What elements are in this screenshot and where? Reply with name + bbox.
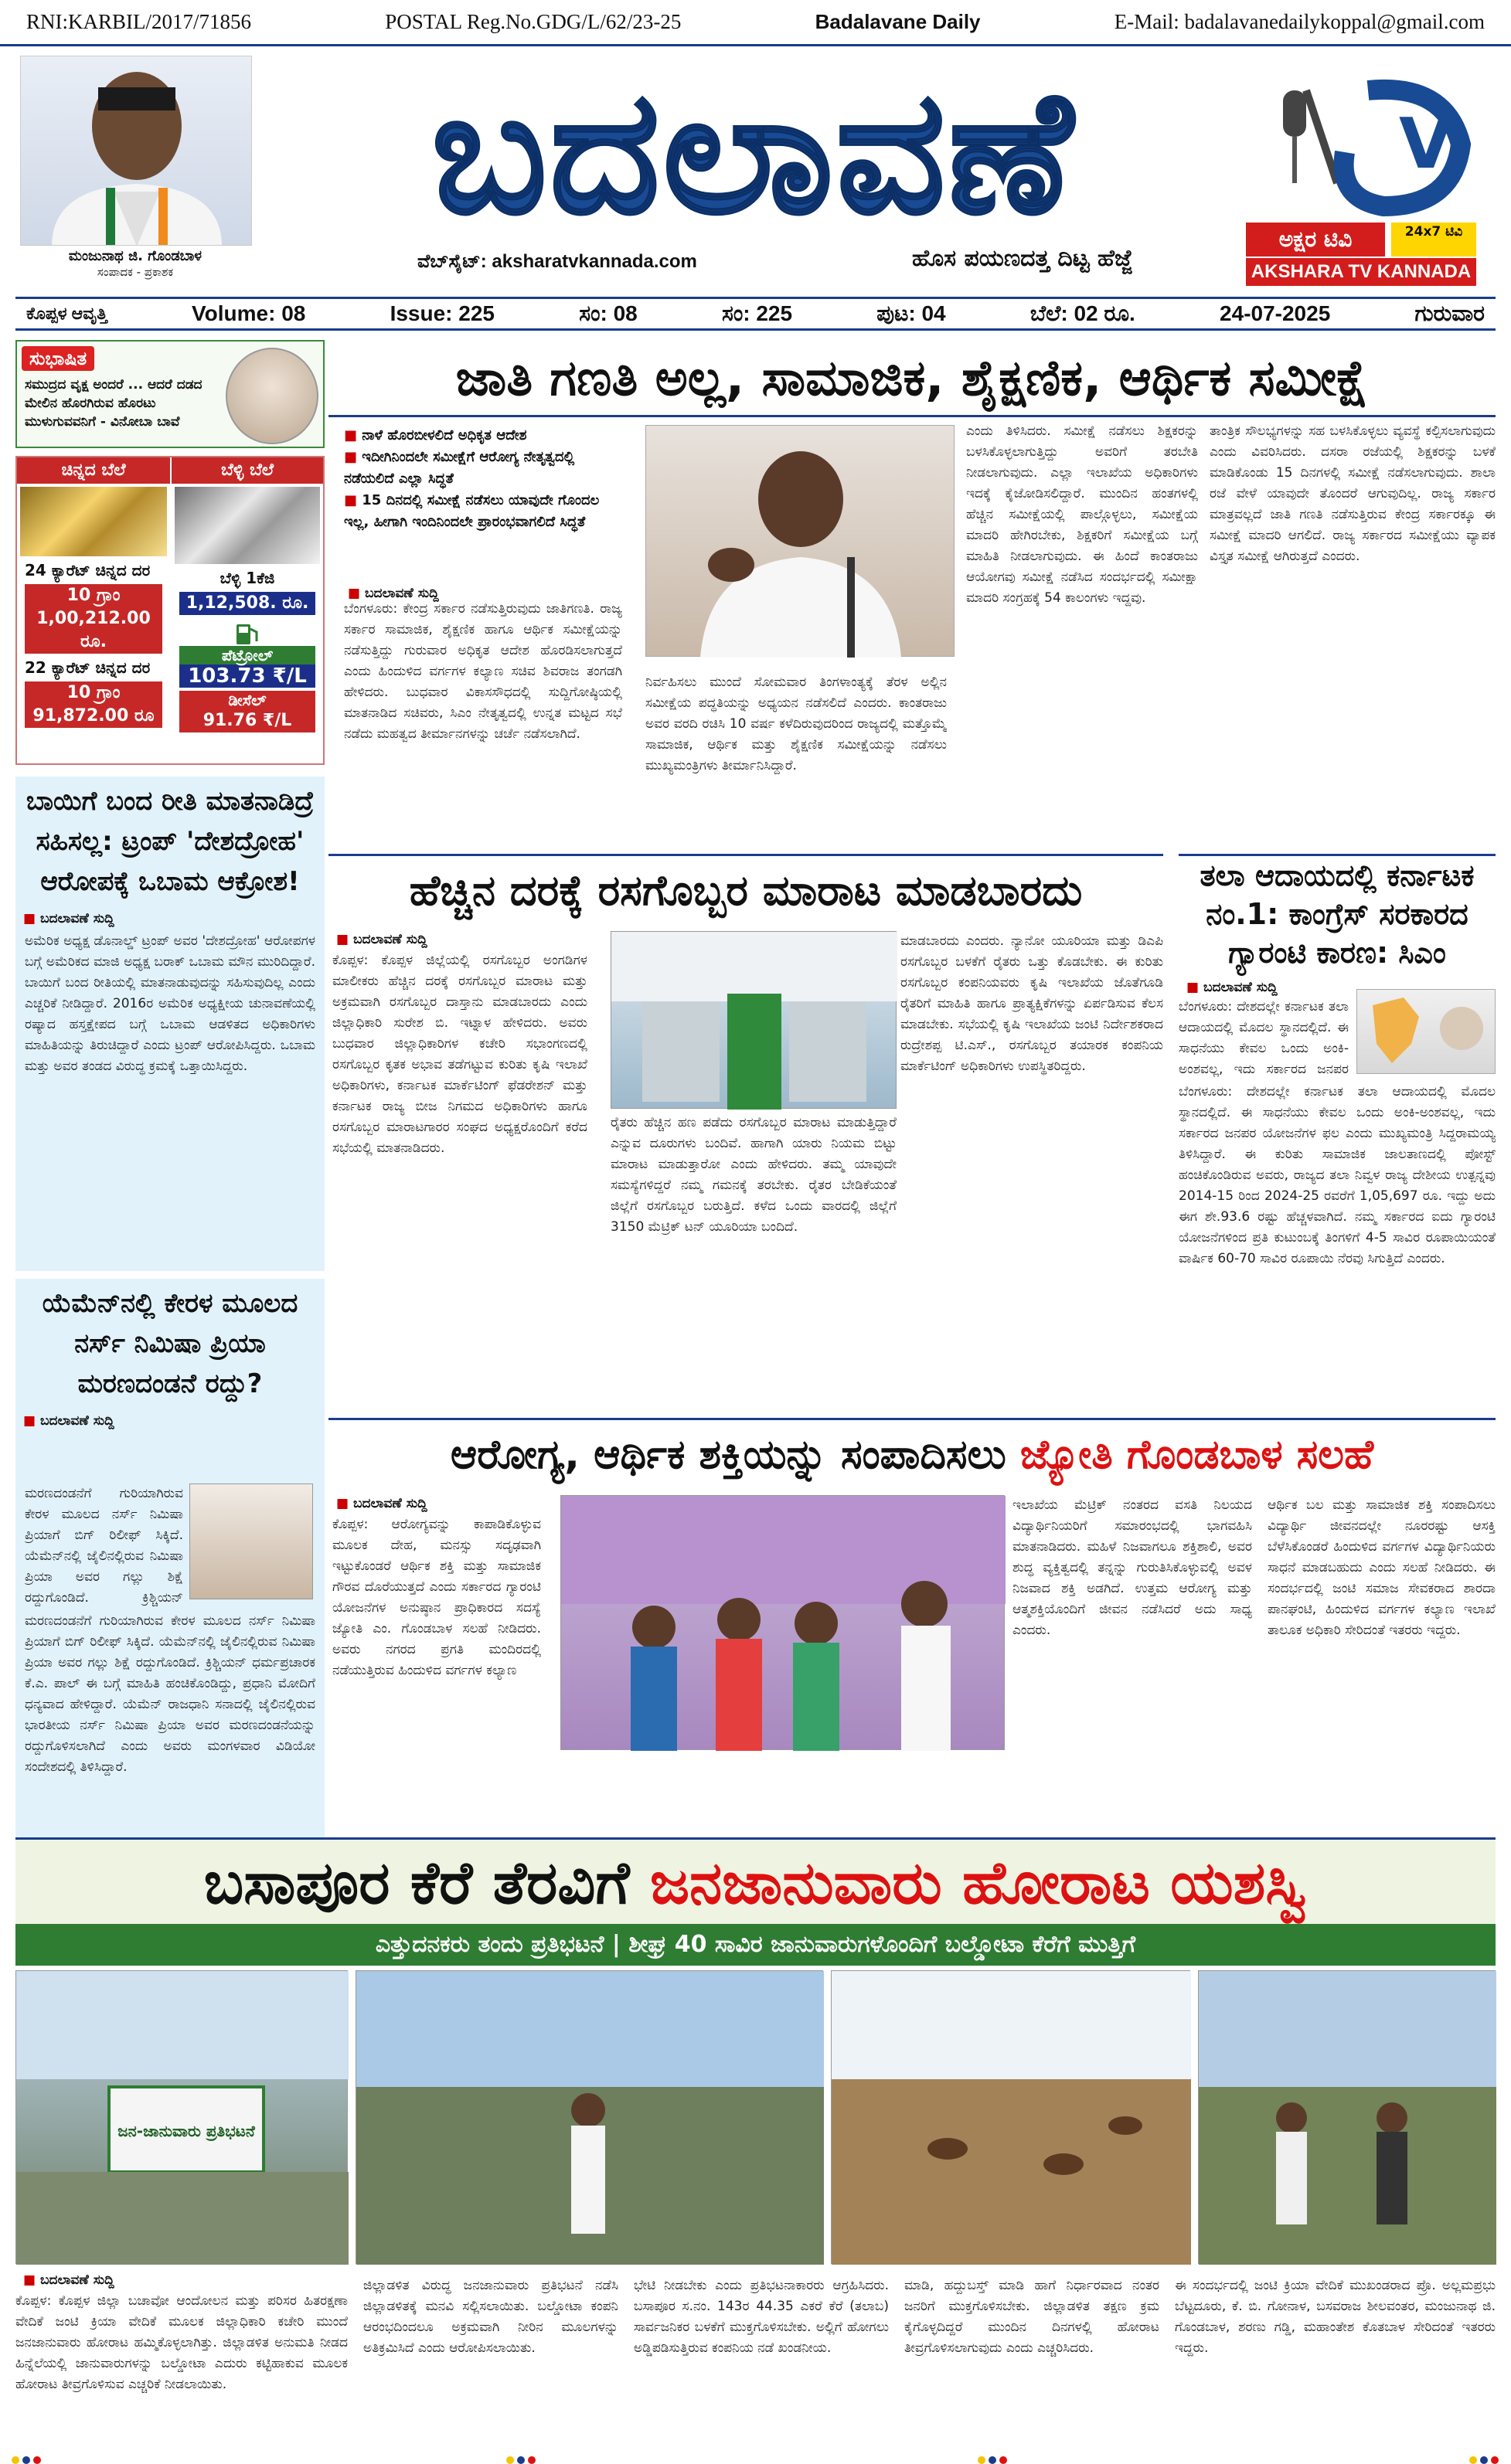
story1-column: ತಾಂತ್ರಿಕ ಸೌಲಭ್ಯಗಳನ್ನು ಸಹ ಬಳಸಿಕೊಳ್ಳಲು ವ್ಯವಸ್ಥೆ ಕಲ್ಪಿಸಲಾಗುವುದು ಎಂದು ವಿವರಿಸಿದರು. ದಸರಾ ರಜೆಯಲ್ಲಿ ಶಿಕ್ಷಕರನ್ನು ಬಳಕೆ ಮಾಡಿಕೊಂಡು 15 ದಿನಗಳಲ್ಲಿ ಸಮೀಕ್ಷೆ ನಡೆಸಲಾಗುವುದು. ಶಾಲಾ ರಜೆ ವೇಳೆ ಯಾವುದೇ ತೊಂದರೆ ಆಗುವುದಿಲ್ಲ. ರಾಜ್ಯ ಸರ್ಕಾರ ಮಾತ್ರವಲ್ಲದೆ ಜಾತಿ ಗಣತಿ ನಡೆಸುತ್ತಿರುವ ಕೇಂದ್ರ ಸರ್ಕಾರಕ್ಕೂ ಈ ಸಮೀಕ್ಷೆ ಮಾದರಿ ಆಗಲಿದೆ. ರಾಜ್ಯ ಸರ್ಕಾರದ ಸಮೀಕ್ಷೆಯು ವ್ಯಾಪಕ ವಿಸ್ತೃತ ಸಮೀಕ್ಷೆ ಆಗಿರುತ್ತದೆ ಎಂದರು. — [1210, 423, 1496, 564]
tv-name-english: AKSHARA TV KANNADA — [1246, 258, 1476, 286]
protest-cattle-photo — [356, 1970, 823, 2264]
story4-event-photo — [560, 1495, 1005, 1750]
story1-headline[interactable]: ಜಾತಿ ಗಣತಿ ಅಲ್ಲ, ಸಾಮಾಜಿಕ, ಶೈಕ್ಷಣಿಕ, ಆರ್ಥಿಕ ಸಮೀಕ್ಷೆ — [328, 340, 1496, 417]
story2-meeting-photo — [611, 931, 897, 1109]
gold24-value: 1,00,212.00 ರೂ. — [25, 607, 162, 654]
story3-column-top: ಬೆಂಗಳೂರು: ದೇಶದಲ್ಲೇ ಕರ್ನಾಟಕ ತಲಾ ಆದಾಯದಲ್ಲಿ ಮೊದಲ ಸ್ಥಾನದಲ್ಲಿದೆ. ಈ ಸಾಧನೆಯು ಕೇವಲ ಒಂದು ಅಂಕಿ-ಅಂಶವಲ್ಲ, ಇದು ಸರ್ಕಾರದ ಜನಪರ — [1179, 999, 1349, 1077]
banner-column: ಭೇಟಿ ನೀಡಬೇಕು ಎಂದು ಪ್ರತಿಭಟನಾಕಾರರು ಆಗ್ರಹಿಸಿದರು. ಬಸಾಪೂರ ಸ.ನಂ. 143ರ 44.35 ಎಕರೆ ಕೆರೆ (ತಲಾಬ) ಸಾರ್ವಜನಿಕರ ಬಳಕೆಗೆ ಮುಕ್ತಗೊಳಿಸಬೇಕು. ಅಲ್ಲಿಗೆ ಹೋಗಲು ಅಡ್ಡಿಪಡಿಸುತ್ತಿರುವ ಕಂಪನಿಯ ನಡೆ ಖಂಡನೀಯ. — [634, 2278, 889, 2356]
banner-byline: ■ ಬದಲಾವಣೆ ಸುದ್ದಿ — [23, 2272, 114, 2288]
fuel-pump-icon — [179, 623, 315, 646]
silver-label: ಬೆಳ್ಳಿ 1ಕೆಜಿ — [220, 569, 275, 587]
gold22-unit: 10 ಗ್ರಾಂ — [25, 681, 162, 705]
story4-column: ಕೊಪ್ಪಳ: ಆರೋಗ್ಯವನ್ನು ಕಾಪಾಡಿಕೊಳ್ಳುವ ಮೂಲಕ ದೇಹ, ಮನಸ್ಸು ಸದೃಢವಾಗಿ ಇಟ್ಟುಕೊಂಡರೆ ಆರ್ಥಿಕ ಶಕ್ತಿ ಮತ್ತು ಸಾಮಾಜಿಕ ಗೌರವ ದೊರೆಯುತ್ತದೆ ಎಂದು ಸರ್ಕಾರದ ಗ್ಯಾರಂಟಿ ಯೋಜನೆಗಳ ಅನುಷ್ಠಾನ ಪ್ರಾಧಿಕಾರದ ಸದಸ್ಯೆ ಜ್ಯೋತಿ ಎಂ. ಗೊಂಡಬಾಳ ಸಲಹೆ ನೀಡಿದರು. ಅವರು ನಗರದ ಪ್ರಗತಿ ಮಂದಿರದಲ್ಲಿ ನಡೆಯುತ್ತಿರುವ ಹಿಂದುಳಿದ ವರ್ಗಗಳ ಕಲ್ಯಾಣ — [332, 1517, 541, 1678]
masthead — [0, 48, 1511, 287]
sa-number: ಸಂ: 08 — [579, 301, 638, 325]
left-sidebar — [15, 340, 325, 1839]
story4-headline[interactable] — [328, 1418, 1496, 1487]
story1-byline: ■ ಬದಲಾವಣೆ ಸುದ್ದಿ — [348, 586, 439, 601]
gold22-value: 91,872.00 ರೂ — [25, 705, 162, 728]
paper-name-en: Badalavane Daily — [815, 10, 981, 33]
side-story2-body: ಮರಣದಂಡನೆಗೆ ಗುರಿಯಾಗಿರುವ ಕೇರಳ ಮೂಲದ ನರ್ಸ್ ನಿಮಿಷಾ ಪ್ರಿಯಾಗೆ ಬಿಗ್ ರಿಲೀಫ್ ಸಿಕ್ಕಿದೆ. ಯೆಮೆನ್‌ನಲ್ಲಿ ಜೈಲಿನಲ್ಲಿರುವ ನಿಮಿಷಾ ಪ್ರಿಯಾ ಅವರ ಗಲ್ಲು ಶಿಕ್ಷೆ ರದ್ದುಗೊಂಡಿದೆ. ಕ್ರಿಶ್ಚಿಯನ್ ಧರ್ಮಪ್ರಚಾರಕ ಕೆ.ಎ. ಪಾಲ್ ಈ ಬಗ್ಗೆ ಮಾಹಿತಿ ಹಂಚಿಕೊಂಡಿದ್ದು, ಪ್ರಧಾನಿ ಮೋದಿಗೆ ಧನ್ಯವಾದ ಹೇಳಿದ್ದಾರೆ. ಯೆಮೆನ್ ರಾಜಧಾನಿ ಸನಾದಲ್ಲಿ ಜೈಲಿನಲ್ಲಿರುವ ಭಾರತೀಯ ನರ್ಸ್ ನಿಮಿಷಾ ಪ್ರಿಯಾ ಅವರ ಮರಣದಂಡನೆಯನ್ನು ರದ್ದುಗೊಳಿಸಲಾಗಿದೆ ಎಂದು ಅವರು ಮಂಗಳವಾರ ವಿಡಿಯೋ ಸಂದೇಶದಲ್ಲಿ ತಿಳಿಸಿದ್ದಾರೆ. — [25, 1613, 315, 1775]
diesel-label: ಡೀಸೆಲ್ — [179, 691, 315, 709]
price-box — [15, 456, 325, 765]
story3-headline[interactable]: ತಲಾ ಆದಾಯದಲ್ಲಿ ಕರ್ನಾಟಕ ನಂ.1: ಕಾಂಗ್ರೆಸ್ ಸರಕಾರದ ಗ್ಯಾರಂಟಿ ಕಾರಣ: ಸಿಎಂ — [1179, 854, 1496, 970]
issue-number: Issue: 225 — [390, 301, 495, 325]
page-count: ಪುಟ: 04 — [876, 301, 946, 325]
rni-number: RNI:KARBIL/2017/71856 — [26, 10, 252, 33]
story1-bullet: ■ 15 ದಿನದಲ್ಲಿ ಸಮೀಕ್ಷೆ ನಡೆಸಲು ಯಾವುದೇ ಗೊಂದಲ ಇಲ್ಲ, ಹೀಗಾಗಿ ಇಂದಿನಿಂದಲೇ ಪ್ರಾರಂಭವಾಗಲಿದೆ ಸಿದ್ಧತೆ — [344, 490, 622, 533]
story1-column: ಎಂದು ತಿಳಿಸಿದರು. ಸಮೀಕ್ಷೆ ನಡೆಸಲು ಶಿಕ್ಷಕರನ್ನು ಬಳಸಿಕೊಳ್ಳಲಾಗುತ್ತಿದ್ದು ಅವರಿಗೆ ತರಬೇತಿ ನೀಡಲಾಗುವುದು. ಎಲ್ಲಾ ಇಲಾಖೆಯ ಅಧಿಕಾರಿಗಳು ಇದಕ್ಕೆ ಕೈಜೋಡಿಸಲಿದ್ದಾರೆ. ಮುಂದಿನ ಹಂತಗಳಲ್ಲಿ ಹೆಚ್ಚಿನ ಸಮೀಕ್ಷೆಯಲ್ಲಿ ಪಾಲ್ಗೊಳ್ಳಲು, ಸಮೀಕ್ಷೆಯ ಮಾದರಿ ಹೇಗಿರಬೇಕು, ಶಿಕ್ಷಕರಿಗೆ ಸಮೀಕ್ಷೆಯ ಬಗ್ಗೆ ಮಾಹಿತಿ ನೀಡಲಾಗುವುದು. ಈ ಹಿಂದೆ ಕಾಂತರಾಜು ಆಯೋಗವು ಸಮೀಕ್ಷೆ ನಡೆಸಿದ ಸಂದರ್ಭದಲ್ಲಿ ಸಮೀಕ್ಷಾ ಮಾದರಿ ಸಂಗ್ರಹಕ್ಕೆ 54 ಕಾಲಂಗಳು ಇದ್ದವು. — [966, 423, 1198, 606]
story2-column: ರೈತರು ಹೆಚ್ಚಿನ ಹಣ ಪಡೆದು ರಸಗೊಬ್ಬರ ಮಾರಾಟ ಮಾಡುತ್ತಿದ್ದಾರೆ ಎನ್ನುವ ದೂರುಗಳು ಬಂದಿವೆ. ಹಾಗಾಗಿ ಯಾರು ನಿಯಮ ಬಿಟ್ಟು ಮಾರಾಟ ಮಾಡುತ್ತಾರೋ ಎಂದು ಹೇಳಿದರು. ತಮ್ಮ ಯಾವುದೇ ಸಮಸ್ಯೆಗಳಿದ್ದರೆ ನಮ್ಮ ಗಮನಕ್ಕೆ ತರಬೇಕು. ರೈತರ ಬೇಡಿಕೆಯಂತೆ ಜಿಲ್ಲೆಗೆ ರಸಗೊಬ್ಬರ ಬರುತ್ತಿದೆ. ಕಳೆದ ಒಂದು ವಾರದಲ್ಲಿ ಜಿಲ್ಲೆಗೆ 3150 ಮೆಟ್ರಿಕ್ ಟನ್ ಯೂರಿಯಾ ಬಂದಿದೆ. — [611, 1115, 897, 1235]
story1-column: ಬೆಂಗಳೂರು: ಕೇಂದ್ರ ಸರ್ಕಾರ ನಡೆಸುತ್ತಿರುವುದು ಜಾತಿಗಣತಿ. ರಾಜ್ಯ ಸರ್ಕಾರ ಸಾಮಾಜಿಕ, ಶೈಕ್ಷಣಿಕ ಹಾಗೂ ಆರ್ಥಿಕ ಸಮೀಕ್ಷೆಯನ್ನು ನಡೆಸುತ್ತಿದ್ದು ಗುರುವಾರ ಅಧಿಕೃತ ಆದೇಶ ಹೊರಡಿಸಲಾಗುತ್ತದೆ ಎಂದು ಹಿಂದುಳಿದ ವರ್ಗಗಳ ಕಲ್ಯಾಣ ಸಚಿವ ಶಿವರಾಜ ತಂಗಡಗಿ ಹೇಳಿದರು. ಬುಧವಾರ ವಿಕಾಸಸೌಧದಲ್ಲಿ ಸುದ್ದಿಗೋಷ್ಠಿಯಲ್ಲಿ ಮಾತನಾಡಿದ ಸಚಿವರು, ಸಿಎಂ ನೇತೃತ್ವದಲ್ಲಿ ಉನ್ನತ ಮಟ್ಟದ ಸಭೆ ನಡೆದು ಮಹತ್ವದ ತೀರ್ಮಾನಗಳನ್ನು ಚರ್ಚೆ ನಡೆಸಲಾಗಿದೆ. — [344, 601, 622, 742]
story1-bullet: ■ ನಾಳೆ ಹೊರಬೀಳಲಿದೆ ಅಧಿಕೃತ ಆದೇಶ — [344, 425, 622, 447]
cattle-field-photo — [831, 1970, 1190, 2264]
banner-column: ಈ ಸಂದರ್ಭದಲ್ಲಿ ಜಂಟಿ ಕ್ರಿಯಾ ವೇದಿಕೆ ಮುಖಂಡರಾದ ಪ್ರೊ. ಅಲ್ಲಮಪ್ರಭು ಬೆಟ್ಟದೂರು, ಕೆ. ಬಿ. ಗೋನಾಳ, ಬಸವರಾಜ ಶೀಲವಂತರ, ಮಂಜುನಾಥ ಜಿ. ಗೊಂಡಬಾಳ, ಶರಣು ಗಡ್ಡಿ, ಮಹಾಂತೇಶ ಕೊತಬಾಳ ಸೇರಿದಂತೆ ಇತರರು ಇದ್ದರು. — [1175, 2278, 1496, 2356]
side-story-obama — [15, 777, 325, 1271]
story1-bullet: ■ ಇದೀಗಿನಿಂದಲೇ ಸಮೀಕ್ಷೆಗೆ ಆರೋಗ್ಯ ನೇತೃತ್ವದಲ್ಲಿ ನಡೆಯಲಿದೆ ಎಲ್ಲಾ ಸಿದ್ಧತೆ — [344, 447, 622, 490]
story2-column: ಕೊಪ್ಪಳ: ಕೊಪ್ಪಳ ಜಿಲ್ಲೆಯಲ್ಲಿ ರಸಗೊಬ್ಬರ ಅಂಗಡಿಗಳ ಮಾಲೀಕರು ಹೆಚ್ಚಿನ ದರಕ್ಕೆ ರಸಗೊಬ್ಬರ ಮಾರಾಟ ಮತ್ತು ಅಕ್ರಮವಾಗಿ ರಸಗೊಬ್ಬರ ದಾಸ್ತಾನು ಮಾಡಬಾರದು ಎಂದು ಜಿಲ್ಲಾಧಿಕಾರಿ ಸುರೇಶ ಬಿ. ಇಟ್ನಾಳ ಹೇಳಿದರು. ಅವರು ಬುಧವಾರ ಜಿಲ್ಲಾಧಿಕಾರಿಗಳ ಕಚೇರಿ ಸಭಾಂಗಣದಲ್ಲಿ ರಸಗೊಬ್ಬರ ಕೃತಕ ಅಭಾವ ತಡೆಗಟ್ಟುವ ಕುರಿತು ಕೃಷಿ ಇಲಾಖೆ ಅಧಿಕಾರಿಗಳು, ಕರ್ನಾಟಕ ಮಾರ್ಕೆಟಿಂಗ್ ಫೆಡರೇಶನ್ ಮತ್ತು ಕರ್ನಾಟಕ ರಾಜ್ಯ ಬೀಜ ನಿಗಮದ ಅಧಿಕಾರಿಗಳು ಹಾಗೂ ರಸಗೊಬ್ಬರ ಮಾರಾಟಗಾರರ ಸಂಘದ ಅಧ್ಯಕ್ಷರೊಂದಿಗೆ ಕರೆದ ಸಭೆಯಲ್ಲಿ ಮಾತನಾಡಿದರು. — [332, 953, 587, 1156]
story2-byline: ■ ಬದಲಾವಣೆ ಸುದ್ದಿ — [336, 932, 427, 947]
issue-bar — [15, 297, 1496, 331]
tv-247-badge: 24x7 ಟಿವಿ — [1391, 223, 1476, 257]
subhashita-box — [15, 340, 325, 448]
side-story1-byline: ■ ಬದಲಾವಣೆ ಸುದ್ದಿ — [23, 911, 317, 926]
side-story2-byline: ■ ಬದಲಾವಣೆ ಸುದ್ದಿ — [23, 1413, 317, 1429]
story3-byline: ■ ಬದಲಾವಣೆ ಸುದ್ದಿ — [1186, 980, 1278, 995]
price: ಬೆಲೆ: 02 ರೂ. — [1029, 301, 1135, 325]
edition-place: ಕೊಪ್ಪಳ ಆವೃತ್ತಿ — [26, 304, 107, 323]
story4-column: ಆರ್ಥಿಕ ಬಲ ಮತ್ತು ಸಾಮಾಜಿಕ ಶಕ್ತಿ ಸಂಪಾದಿಸಲು ವಿದ್ಯಾರ್ಥಿ ಜೀವನದಲ್ಲೇ ನೂರರಷ್ಟು ಆಸಕ್ತಿ ಬೆಳೆಸಿಕೊಂಡರೆ ಹಿಂದುಳಿದ ವರ್ಗಗಳ ವಿದ್ಯಾರ್ಥಿನಿಯರು ಸಾಧನೆ ಮಾಡಬಹುದು ಎಂದು ಸಲಹೆ ನೀಡಿದರು. ಈ ಸಂದರ್ಭದಲ್ಲಿ ಜಂಟಿ ಸಮಾಜ ಸೇವಕರಾದ ಶಾರದಾ ಪಾನಘಂಟಿ, ಹಿಂದುಳಿದ ವರ್ಗಗಳ ಕಲ್ಯಾಣ ಇಲಾಖೆ ತಾಲೂಕ ಅಧಿಕಾರಿ ಸೇರಿದಂತೆ ಇತರರು ಇದ್ದರು. — [1268, 1497, 1496, 1638]
editor-role: ಸಂಪಾದಕ - ಪ್ರಕಾಶಕ — [97, 265, 174, 279]
petrol-label: ಪೆಟ್ರೋಲ್ — [179, 646, 315, 664]
editor-portrait — [20, 56, 252, 246]
story4-column: ಇಲಾಖೆಯ ಮೆಟ್ರಿಕ್ ನಂತರದ ವಸತಿ ನಿಲಯದ ವಿದ್ಯಾರ್ಥಿನಿಯರಿಗೆ ಸಮಾರಂಭದಲ್ಲಿ ಭಾಗವಹಿಸಿ ಮಾತನಾಡಿದರು. ಮಹಿಳೆ ನಿಜವಾಗಲೂ ಶಕ್ತಿಶಾಲಿ, ಅವರ ಶುದ್ಧ ವ್ಯಕ್ತಿತ್ವದಲ್ಲಿ ತನ್ನನ್ನು ಗುರುತಿಸಿಕೊಳ್ಳುವಲ್ಲಿ ಅವಳ ನಿಜವಾದ ಶಕ್ತಿ ಅಡಗಿದೆ. ಉತ್ತಮ ಆರೋಗ್ಯ ಮತ್ತು ಆತ್ಮಶಕ್ತಿಯೊಂದಿಗೆ ಜೀವನ ನಡೆಸಿದರೆ ಅದು ಸಾಧ್ಯ ಎಂದರು. — [1012, 1497, 1252, 1638]
side-story-nimisha — [15, 1279, 325, 1843]
diesel-value: 91.76 ₹/L — [179, 709, 315, 732]
nurse-photo — [189, 1483, 313, 1599]
silver-value: 1,12,508. ರೂ. — [179, 592, 315, 615]
gold-bars-image — [20, 487, 167, 556]
banner-column: ಜಿಲ್ಲಾಡಳಿತ ವಿರುದ್ಧ ಜನಜಾನುವಾರು ಪ್ರತಿಭಟನೆ ನಡೆಸಿ ಜಿಲ್ಲಾಡಳಿತಕ್ಕೆ ಮನವಿ ಸಲ್ಲಿಸಲಾಯಿತು. ಬಲ್ಡೋಟಾ ಕಂಪನಿ ಆರಂಭದಿಂದಲೂ ಅಕ್ರಮವಾಗಿ ನೀರಿನ ಮೂಲಗಳನ್ನು ಅತಿಕ್ರಮಿಸಿದೆ ಎಂದು ಆರೋಪಿಸಲಾಯಿತು. — [363, 2278, 618, 2356]
story1-photo — [645, 425, 955, 657]
banner-headline-black: ಬಸಾಪೂರ ಕೆರೆ ತೆರವಿಗೆ — [203, 1848, 630, 1917]
lake-visit-photo — [1198, 1970, 1496, 2264]
top-strip — [0, 0, 1511, 46]
weekday: ಗುರುವಾರ — [1414, 301, 1485, 325]
story4-headline-red: ಜ್ಯೋತಿ ಗೊಂಡಬಾಳ ಸಲಹೆ — [1019, 1432, 1374, 1478]
side-story1-headline[interactable]: ಬಾಯಿಗೆ ಬಂದ ರೀತಿ ಮಾತನಾಡಿದ್ರೆ ಸಹಿಸಲ್ಲ: ಟ್ರಂಪ್ 'ದೇಶದ್ರೋಹ' ಆರೋಪಕ್ಕೆ ಒಬಾಮ ಆಕ್ರೋಶ! — [26, 786, 315, 897]
date: 24-07-2025 — [1220, 301, 1331, 325]
story4-byline: ■ ಬದಲಾವಣೆ ಸುದ್ದಿ — [336, 1496, 427, 1511]
story2-headline[interactable]: ಹೆಚ್ಚಿನ ದರಕ್ಕೆ ರಸಗೊಬ್ಬರ ಮಾರಾಟ ಮಾಡಬಾರದು — [328, 854, 1163, 923]
email-address[interactable]: E-Mail: badalavanedailykoppal@gmail.com — [1114, 10, 1485, 33]
gold22-label: 22 ಕ್ಯಾರೆಟ್ ಚಿನ್ನದ ದರ — [25, 658, 151, 677]
protest-photo — [15, 1970, 348, 2264]
portrait-caption — [15, 249, 255, 280]
tagline: ಹೊಸ ಪಯಣದತ್ತ ದಿಟ್ಟ ಹೆಜ್ಜೆ — [912, 245, 1133, 272]
petrol-value: 103.73 ₹/L — [179, 664, 315, 688]
portrait-figure-icon — [21, 56, 252, 246]
postal-reg: POSTAL Reg.No.GDG/L/62/23-25 — [385, 10, 682, 33]
quote-author-photo — [226, 348, 318, 444]
gold-column — [17, 457, 170, 728]
subhashita-text: ಸಮುದ್ರದ ವೃಕ್ಷ ಅಂದರೆ ... ಆದರೆ ದಡದ ಮೇಲಿನ ಹೊರಗಿರುವ ಹೊರಟು ಮುಳುಗುವವನಿಗೆ - ವಿನೋಬಾ ಬಾವೆ — [25, 377, 202, 430]
banner-column: ಕೊಪ್ಪಳ: ಕೊಪ್ಪಳ ಜಿಲ್ಲಾ ಬಚಾವೋ ಆಂದೋಲನ ಮತ್ತು ಪರಿಸರ ಹಿತರಕ್ಷಣಾ ವೇದಿಕೆ ಜಂಟಿ ಕ್ರಿಯಾ ವೇದಿಕೆ ಮೂಲಕ ಜಿಲ್ಲಾಧಿಕಾರಿ ಕಚೇರಿ ಮುಂದೆ ಜನಜಾನುವಾರು ಹೋರಾಟ ಹಮ್ಮಿಕೊಳ್ಳಲಾಗಿತ್ತು. ಜಿಲ್ಲಾಡಳಿತ ಅನುಮತಿ ನೀಡದ ಹಿನ್ನೆಲೆಯಲ್ಲಿ ಜಾನುವಾರುಗಳನ್ನು ಬಲ್ಡೋಟಾ ಎದುರು ಕಟ್ಟಿಹಾಕುವ ಮೂಲಕ ಹೋರಾಟ ತೀವ್ರಗೊಳಿಸುವ ಎಚ್ಚರಿಕೆ ನೀಡಲಾಯಿತು. — [15, 2293, 348, 2392]
story2-column: ಮಾಡಬಾರದು ಎಂದರು. ನ್ಯಾನೋ ಯೂರಿಯಾ ಮತ್ತು ಡಿಎಪಿ ರಸಗೊಬ್ಬರ ಬಳಕೆಗೆ ರೈತರು ಒತ್ತು ಕೊಡಬೇಕು. ಈ ಕುರಿತು ರಸಗೊಬ್ಬರ ಕಂಪನಿಯವರು ಕೃಷಿ ಇಲಾಖೆಯ ಜೊತೆಗೂಡಿ ರೈತರಿಗೆ ಮಾಹಿತಿ ಹಾಗೂ ಪ್ರಾತ್ಯಕ್ಷಿಕೆಗಳನ್ನು ಏರ್ಪಡಿಸುವ ಕೆಲಸ ಮಾಡಬೇಕು. ಸಭೆಯಲ್ಲಿ ಕೃಷಿ ಇಲಾಖೆಯ ಜಂಟಿ ನಿರ್ದೇಶಕರಾದ ರುದ್ರೇಶಪ್ಪ ಟಿ.ಎಸ್., ರಸಗೊಬ್ಬರ ತಯಾರಕ ಕಂಪನಿಯ ಮಾರ್ಕೆಟಿಂಗ್ ಅಧಿಕಾರಿಗಳು ಉಪಸ್ಥಿತರಿದ್ದರು. — [900, 933, 1163, 1074]
gold-price-head: ಚಿನ್ನದ ಬೆಲೆ — [17, 457, 170, 484]
svg-text:V: V — [1399, 104, 1453, 185]
microphone-icon — [1252, 75, 1492, 222]
side-story1-body: ಅಮೆರಿಕ ಅಧ್ಯಕ್ಷ ಡೊನಾಲ್ಡ್ ಟ್ರಂಪ್ ಅವರ 'ದೇಶದ್ರೋಹ' ಆರೋಪಗಳ ಬಗ್ಗೆ ಅಮೆರಿಕದ ಮಾಜಿ ಅಧ್ಯಕ್ಷ ಬರಾಕ್ ಒಬಾಮ ಮೌನ ಮುರಿದಿದ್ದಾರೆ. ಬಾಯಿಗೆ ಬಂದ ರೀತಿಯಲ್ಲಿ ಮಾತನಾಡುವುದನ್ನು ಸಹಿಸುವುದಿಲ್ಲ ಎಂದು ಎಚ್ಚರಿಕೆ ನೀಡಿದ್ದಾರೆ. 2016ರ ಅಮೆರಿಕ ಅಧ್ಯಕ್ಷೀಯ ಚುನಾವಣೆಯಲ್ಲಿ ರಷ್ಯಾದ ಹಸ್ತಕ್ಷೇಪದ ಬಗ್ಗೆ ಒಬಾಮ ಆಡಳಿತದ ಅಧಿಕಾರಿಗಳು ಮಾಹಿತಿಯನ್ನು ತಿರುಚಿದ್ದಾರೆ ಎಂದು ಟ್ರಂಪ್ ಆರೋಪಿಸಿದ್ದರು. ಒಬಾಮ ಮತ್ತು ಅವರ ತಂಡದ ವಿರುದ್ಧ ಕ್ರಮಕ್ಕೆ ಒತ್ತಾಯಿಸಿದ್ದರು. — [25, 933, 315, 1074]
banner-headline[interactable] — [15, 1837, 1496, 1924]
gold24-label: 24 ಕ್ಯಾರೆಟ್ ಚಿನ್ನದ ದರ — [25, 561, 151, 579]
story3-column: ಬೆಂಗಳೂರು: ದೇಶದಲ್ಲೇ ಕರ್ನಾಟಕ ತಲಾ ಆದಾಯದಲ್ಲಿ ಮೊದಲ ಸ್ಥಾನದಲ್ಲಿದೆ. ಈ ಸಾಧನೆಯು ಕೇವಲ ಒಂದು ಅಂಕಿ-ಅಂಶವಲ್ಲ, ಇದು ಸರ್ಕಾರದ ಜನಪರ ಯೋಜನೆಗಳ ಫಲ ಎಂದು ಮುಖ್ಯಮಂತ್ರಿ ಸಿದ್ದರಾಮಯ್ಯ ತಿಳಿಸಿದ್ದಾರೆ. ಈ ಕುರಿತು ಸಾಮಾಜಿಕ ಜಾಲತಾಣದಲ್ಲಿ ಪೋಸ್ಟ್ ಹಂಚಿಕೊಂಡಿರುವ ಅವರು, ರಾಜ್ಯದ ತಲಾ ನಿವ್ವಳ ರಾಜ್ಯ ದೇಶೀಯ ಉತ್ಪನ್ನವು 2014-15 ರಿಂದ 2024-25 ರವರೆಗೆ 1,05,697 ರೂ. ಇದ್ದು ಅದು ಈಗ ಶೇ.93.6 ರಷ್ಟು ಹೆಚ್ಚಳವಾಗಿದೆ. ನಮ್ಮ ಸರ್ಕಾರದ ಐದು ಗ್ಯಾರಂಟಿ ಯೋಜನೆಗಳಿಂದ ಪ್ರತಿ ಕುಟುಂಬಕ್ಕೆ ತಿಂಗಳಿಗೆ 4-5 ಸಾವಿರ ರೂಪಾಯಿಯಂತೆ ವಾರ್ಷಿಕ 60-70 ಸಾವಿರ ರೂಪಾಯಿ ನೆರವು ಸಿಗುತ್ತಿದೆ ಎಂದರು. — [1179, 1084, 1496, 1266]
story1-column: ನಿರ್ವಹಿಸಲು ಮುಂದೆ ಸೋಮವಾರ ತಿಂಗಳಾಂತ್ಯಕ್ಕೆ ತೆರಳ ಅಲ್ಲಿನ ಸಮೀಕ್ಷೆಯ ಪದ್ಧತಿಯನ್ನು ಅಧ್ಯಯನ ನಡೆಸಲಿದೆ ಎಂದರು. ಕಾಂತರಾಜು ಅವರ ವರದಿ ರಚಿಸಿ 10 ವರ್ಷ ಕಳೆದಿರುವುದರಿಂದ ರಾಜ್ಯದಲ್ಲಿ ಮತ್ತೊಮ್ಮೆ ಸಾಮಾಜಿಕ, ಆರ್ಥಿಕ ಮತ್ತು ಶೈಕ್ಷಣಿಕ ಸಮೀಕ್ಷೆಯನ್ನು ನಡೆಸಲು ಮುಖ್ಯಮಂತ್ರಿಗಳು ತೀರ್ಮಾನಿಸಿದ್ದಾರೆ. — [645, 675, 947, 773]
side-story2-body-top: ಮರಣದಂಡನೆಗೆ ಗುರಿಯಾಗಿರುವ ಕೇರಳ ಮೂಲದ ನರ್ಸ್ ನಿಮಿಷಾ ಪ್ರಿಯಾಗೆ ಬಿಗ್ ರಿಲೀಫ್ ಸಿಕ್ಕಿದೆ. ಯೆಮೆನ್‌ನಲ್ಲಿ ಜೈಲಿನಲ್ಲಿರುವ ನಿಮಿಷಾ ಪ್ರಿಯಾ ಅವರ ಗಲ್ಲು ಶಿಕ್ಷೆ ರದ್ದುಗೊಂಡಿದೆ. ಕ್ರಿಶ್ಚಿಯನ್ — [25, 1486, 183, 1606]
karnataka-map-image — [1356, 989, 1496, 1074]
protest-banner-text: ಜನ-ಜಾನುವಾರು ಪ್ರತಿಭಟನೆ — [117, 2122, 255, 2140]
story4-headline-black: ಆರೋಗ್ಯ, ಆರ್ಥಿಕ ಶಕ್ತಿಯನ್ನು ಸಂಪಾದಿಸಲು — [450, 1432, 1006, 1478]
silver-price-head: ಬೆಳ್ಳಿ ಬೆಲೆ — [172, 457, 323, 484]
banner-subheadline: ಎತ್ತುದನಕರು ತಂದು ಪ್ರತಿಭಟನೆ | ಶೀಘ್ರ 40 ಸಾವಿರ ಜಾನುವಾರುಗಳೊಂದಿಗೆ ಬಲ್ಡೋಟಾ ಕೆರೆಗೆ ಮುತ್ತಿಗೆ — [15, 1924, 1496, 1966]
editor-name: ಮಂಜುನಾಥ ಜಿ. ಗೊಂಡಬಾಳ — [68, 248, 202, 264]
silver-bars-image — [175, 487, 320, 564]
gold24-unit: 10 ಗ್ರಾಂ — [25, 584, 162, 607]
volume: Volume: 08 — [192, 301, 306, 325]
silver-column — [172, 457, 323, 732]
subhashita-title: ಸುಭಾಷಿತ — [22, 346, 94, 371]
website-link[interactable]: ವೆಬ್‌ಸೈಟ್: aksharatvkannada.com — [417, 251, 697, 272]
newspaper-logo: ಬದಲಾವಣೆ — [431, 53, 1076, 251]
side-story2-headline[interactable]: ಯೆಮೆನ್‌ನಲ್ಲಿ ಕೇರಳ ಮೂಲದ ನರ್ಸ್ ನಿಮಿಷಾ ಪ್ರಿಯಾ ಮರಣದಂಡನೆ ರದ್ದು? — [42, 1288, 298, 1399]
banner-column: ಮಾಡಿ, ಹದ್ದುಬಸ್ತ್ ಮಾಡಿ ಹಾಗೆ ನಿರ್ಧಾರವಾದ ನಂತರ ಜನರಿಗೆ ಮುಕ್ತಗೊಳಿಸಬೇಕು. ಜಿಲ್ಲಾಡಳಿತ ತಕ್ಷಣ ಕ್ರಮ ಕೈಗೊಳ್ಳದಿದ್ದರೆ ಮುಂದಿನ ದಿನಗಳಲ್ಲಿ ಹೋರಾಟ ತೀವ್ರಗೊಳಿಸಲಾಗುವುದು ಎಂದು ಎಚ್ಚರಿಸಿದರು. — [904, 2278, 1159, 2356]
bottom-decoration — [0, 2454, 1511, 2464]
tv-name-kannada: ಅಕ್ಷರ ಟಿವಿ — [1246, 223, 1385, 257]
story1-bullets — [344, 425, 622, 579]
sa2-number: ಸಂ: 225 — [721, 301, 793, 325]
banner-headline-red: ಜನಜಾನುವಾರು ಹೋರಾಟ ಯಶಸ್ವಿ — [649, 1848, 1308, 1917]
